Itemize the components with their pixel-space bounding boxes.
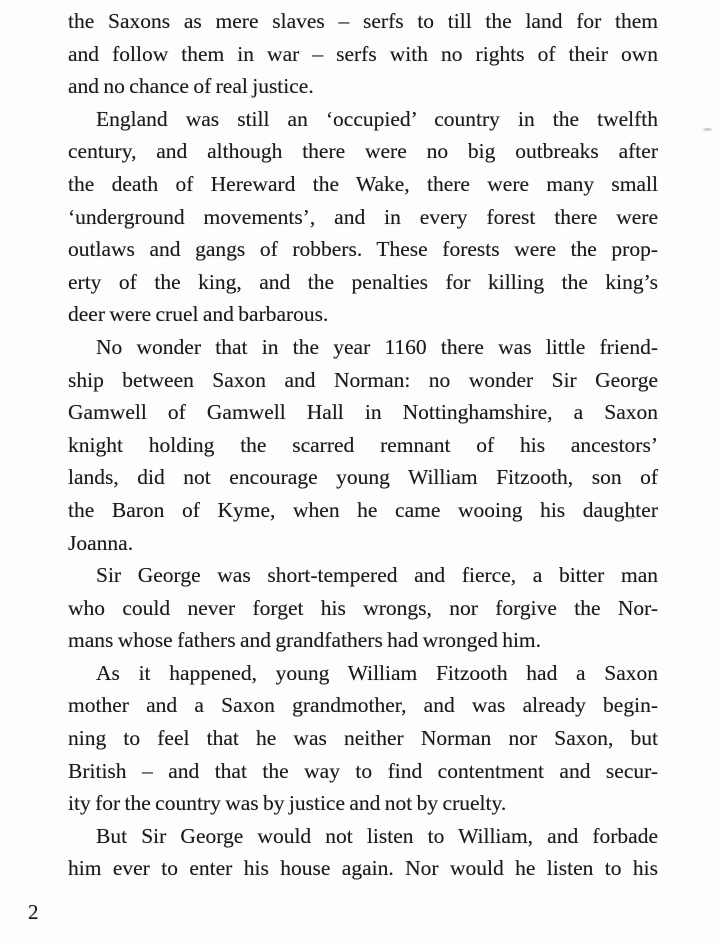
paragraph — [68, 103, 658, 331]
text-line: him ever to enter his house again. Nor would he listen to his — [68, 856, 658, 881]
text-line: who could never forget his wrongs, nor forgive the Nor- — [68, 595, 658, 620]
text-line: ity for the country was by justice and not by cruelty. — [68, 791, 507, 816]
text-line: Sir George was short-tempered and fierce, a bitter man — [96, 563, 658, 588]
text-line: knight holding the scarred remnant of his ancestors’ — [68, 432, 658, 457]
text-line: mother and a Saxon grandmother, and was already begin- — [68, 693, 658, 718]
paragraph — [68, 559, 658, 657]
text-line: lands, did not encourage young William Fitzooth, son of — [68, 465, 658, 490]
text-line: the Baron of Kyme, when he came wooing his daughter — [68, 497, 658, 522]
text-line: ning to feel that he was neither Norman nor Saxon, but — [68, 726, 658, 751]
text-line: As it happened, young William Fitzooth had a Saxon — [96, 660, 658, 685]
page-number: 2 — [28, 900, 39, 924]
text-line: deer were cruel and barbarous. — [68, 302, 329, 327]
paragraph — [68, 331, 658, 559]
text-line: England was still an ‘occupied’ country in the twelfth — [96, 106, 658, 131]
text-line: erty of the king, and the penalties for killing the king’s — [68, 269, 658, 294]
scan-artifact — [703, 128, 712, 131]
text-line: Joanna. — [68, 530, 134, 555]
text-line: ‘underground movements’, and in every forest there were — [68, 204, 658, 229]
text-line: mans whose fathers and grandfathers had wronged him. — [68, 628, 542, 653]
paragraph — [68, 5, 658, 103]
text-line: century, and although there were no big outbreaks after — [68, 139, 658, 164]
text-line: But Sir George would not listen to William, and forbade — [96, 823, 658, 848]
body-text — [68, 5, 658, 885]
paragraph — [68, 657, 658, 885]
text-line: and no chance of real justice. — [68, 74, 314, 99]
text-line: the Saxons as mere slaves – serfs to till the land for them — [68, 9, 658, 33]
text-line: British – and that the way to find contentment and secur- — [68, 758, 658, 783]
text-line: ship between Saxon and Norman: no wonder Sir George — [68, 367, 658, 392]
text-line: Gamwell of Gamwell Hall in Nottinghamshire, a Saxon — [68, 400, 658, 425]
text-line: and follow them in war – serfs with no rights of their own — [68, 41, 658, 66]
text-line: the death of Hereward the Wake, there were many small — [68, 171, 658, 196]
text-line: outlaws and gangs of robbers. These forests were the prop- — [68, 237, 658, 262]
text-line: No wonder that in the year 1160 there was little friend- — [96, 334, 658, 359]
